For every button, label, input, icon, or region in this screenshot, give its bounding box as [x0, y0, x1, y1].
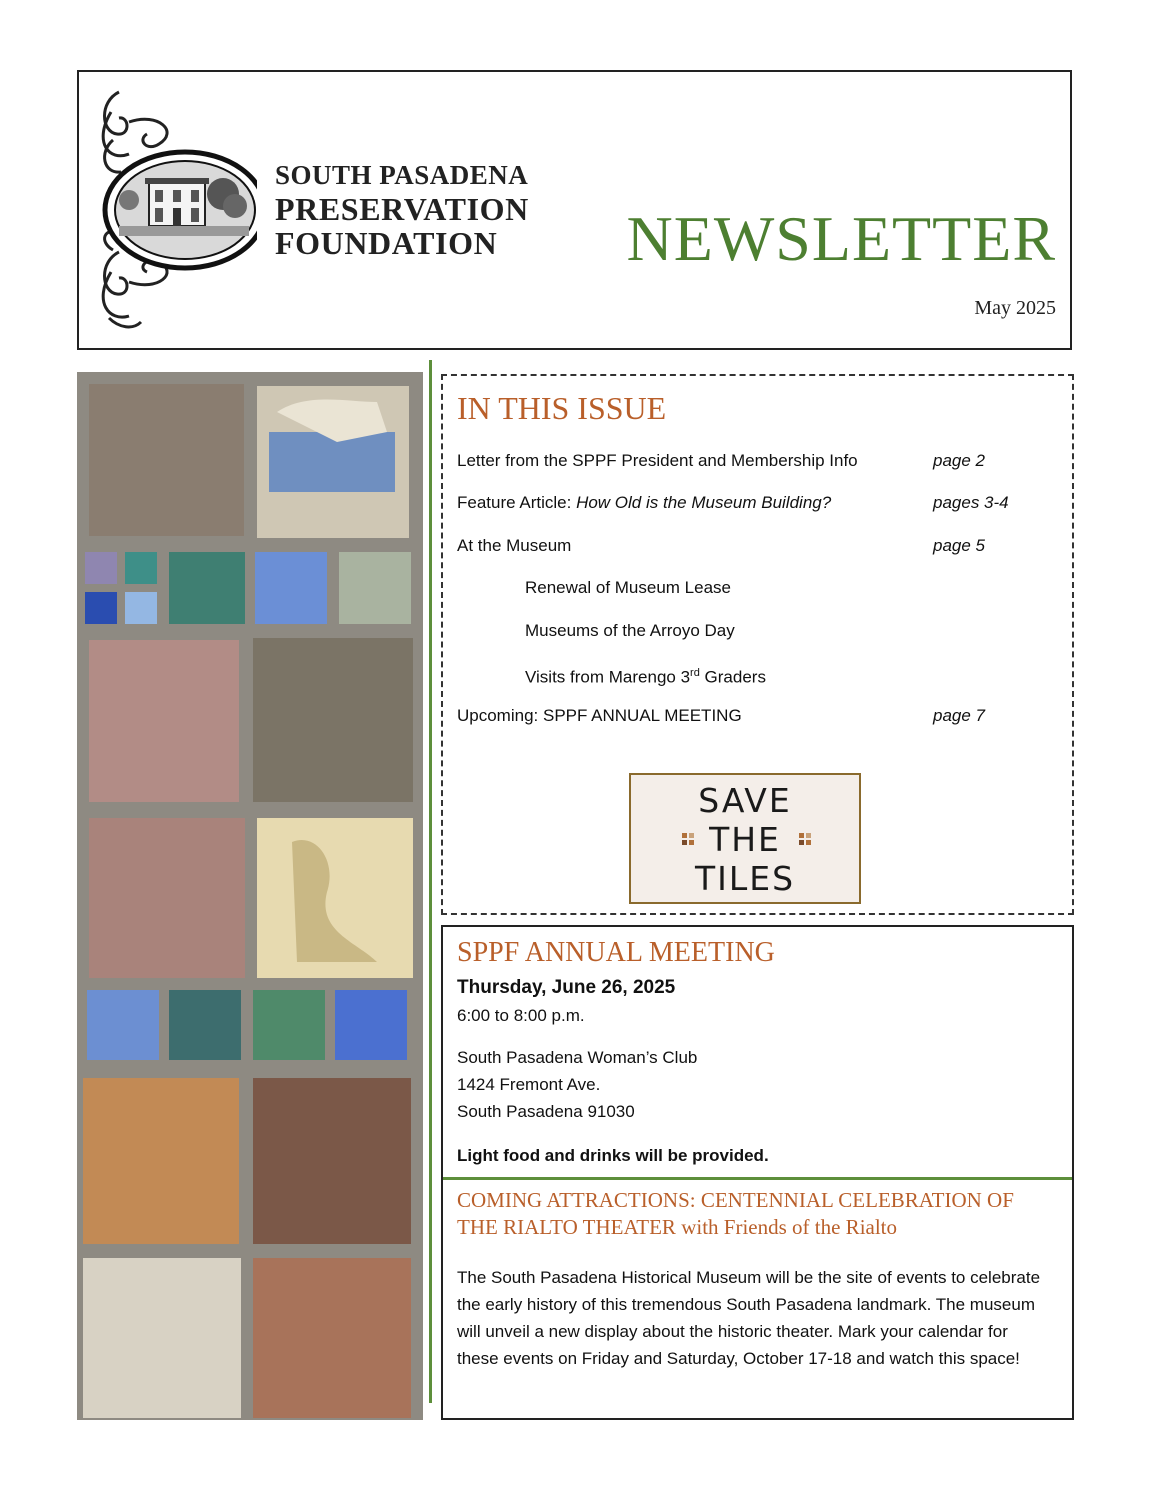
organization-name [275, 158, 529, 260]
annual-meeting-title: SPPF ANNUAL MEETING [457, 937, 775, 968]
save-tiles-line-3: TILES [694, 859, 796, 898]
coming-attractions-title [457, 1187, 1057, 1241]
coming-title-rest: with Friends of the Rialto [675, 1215, 898, 1239]
save-tiles-line-1: SAVE [698, 781, 792, 820]
meeting-city: South Pasadena 91030 [457, 1102, 635, 1121]
issue-date: May 2025 [974, 297, 1056, 319]
meeting-note: Light food and drinks will be provided. [457, 1146, 769, 1165]
toc-subitem [457, 661, 1057, 685]
toc-item-label-sup: rd [690, 667, 700, 679]
org-name-line-3: FOUNDATION [275, 225, 498, 261]
toc-item-page: page 7 [933, 706, 985, 725]
vertical-divider [429, 360, 432, 1403]
org-name-line-1: SOUTH PASADENA [275, 160, 529, 190]
save-the-tiles-logo [629, 773, 861, 904]
toc-item-label [525, 661, 766, 690]
toc-item-page: page 2 [933, 451, 985, 470]
toc-item-label: At the Museum [457, 536, 572, 555]
toc-item-label-prefix: Visits from Marengo 3 [525, 667, 691, 687]
foundation-logo-emblem [89, 82, 257, 334]
toc-item-page: page 5 [933, 536, 985, 555]
masthead [77, 70, 1072, 350]
toc-item-label: Renewal of Museum Lease [525, 578, 732, 597]
toc-item-label-italic: How Old is the Museum Building? [576, 493, 832, 512]
toc-item [457, 704, 1057, 728]
in-this-issue-box [441, 374, 1074, 915]
section-divider [443, 1177, 1072, 1180]
toc-item-label: Museums of the Arroyo Day [525, 621, 735, 640]
toc-item-label [457, 491, 831, 515]
meeting-date: Thursday, June 26, 2025 [457, 977, 676, 998]
tile-photo [77, 372, 423, 1420]
toc-subitem [457, 576, 1057, 600]
toc-item-label: Upcoming: SPPF ANNUAL MEETING [457, 706, 742, 725]
meeting-street: 1424 Fremont Ave. [457, 1075, 601, 1094]
in-this-issue-title: IN THIS ISSUE [457, 390, 667, 426]
toc-item-label-prefix: Feature Article: [457, 493, 577, 512]
toc-item-label-suffix: Graders [699, 667, 766, 687]
toc-item-label: Letter from the SPPF President and Membership Info [457, 451, 858, 470]
org-name-line-2: PRESERVATION [275, 191, 529, 227]
meeting-venue: South Pasadena Woman’s Club [457, 1048, 698, 1067]
toc-item-page: pages 3-4 [933, 493, 1009, 512]
coming-attractions-body: The South Pasadena Historical Museum will be the site of events to celebrate the early history of this tremendous South Pasadena landmark. The museum will unveil a new display about the historic theater. Mark your calendar for these events on Friday and Saturday, October 17-18 and watch this space! [457, 1268, 1041, 1368]
toc-item [457, 449, 1057, 473]
toc-item [457, 534, 1057, 558]
save-tiles-line-2: THE [709, 820, 781, 859]
toc-subitem [457, 619, 1057, 643]
annual-meeting-box [441, 925, 1074, 1420]
newsletter-title: NEWSLETTER [626, 203, 1056, 274]
toc-item [457, 491, 1057, 515]
meeting-time: 6:00 to 8:00 p.m. [457, 1006, 585, 1025]
coming-title-caps: COMING ATTRACTIONS: CENTENNIAL CELEBRATION OF THE RIALTO THEATER [457, 1188, 1014, 1239]
